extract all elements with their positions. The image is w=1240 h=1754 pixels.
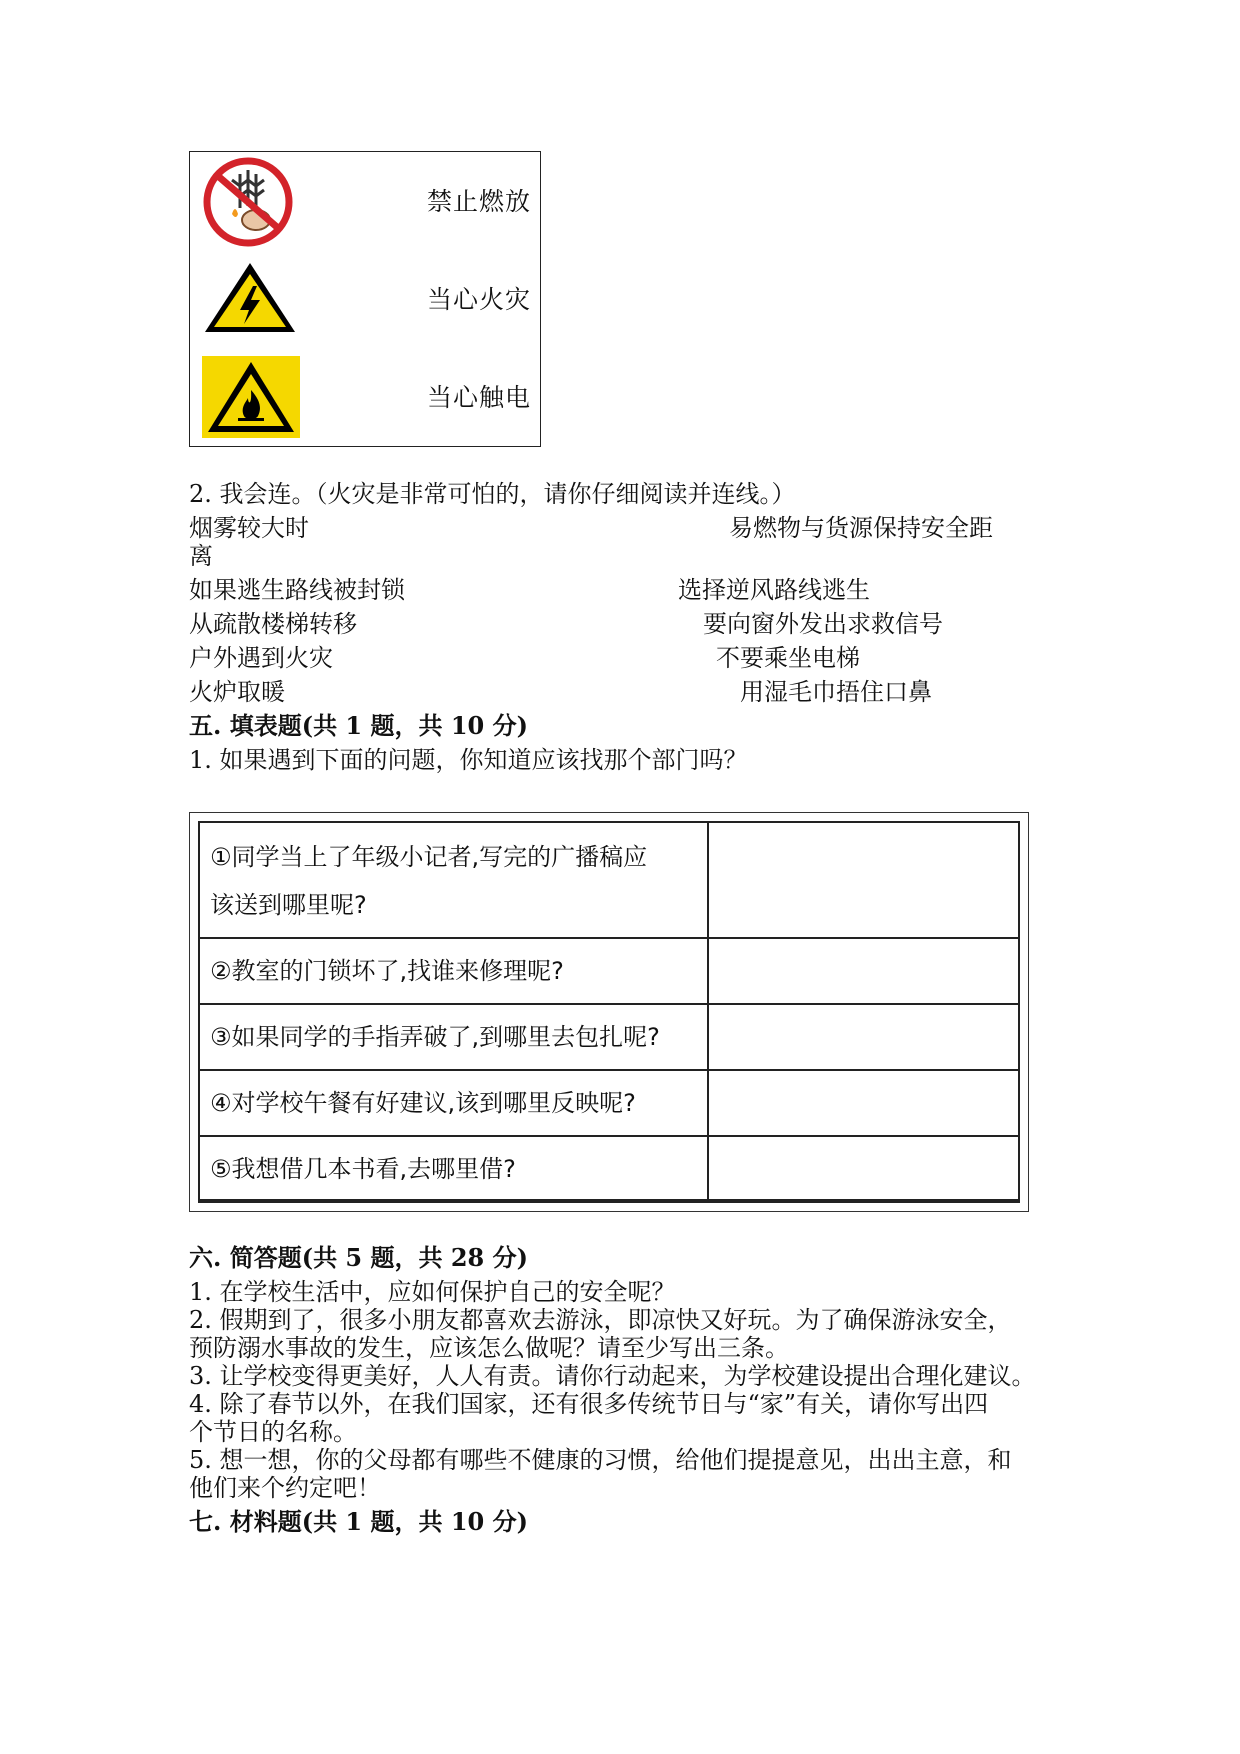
no-fireworks-icon — [202, 156, 294, 248]
sign-matching-box — [189, 151, 541, 447]
s6-line-2: 2. 假期到了，很多小朋友都喜欢去游泳，即凉快又好玩。为了确保游泳安全， — [189, 1306, 1012, 1334]
fire-warning-icon — [202, 356, 300, 438]
s6-line-1: 1. 在学校生活中，应如何保护自己的安全呢？ — [189, 1278, 676, 1306]
section-5-heading: 五. 填表题(共 1 题，共 10 分) — [189, 711, 528, 740]
electric-warning-icon — [202, 260, 298, 336]
q2-left-5: 火炉取暖 — [189, 678, 285, 706]
table-row — [200, 939, 1018, 1005]
q2-right-2: 选择逆风路线逃生 — [678, 576, 870, 604]
s6-line-8: 他们来个约定吧！ — [189, 1474, 381, 1502]
table-row — [200, 1005, 1018, 1071]
q2-left-4: 户外遇到火灾 — [189, 644, 333, 672]
row-4-question: ④对学校午餐有好建议,该到哪里反映呢? — [210, 1089, 636, 1117]
sign-label-1: 禁止燃放 — [427, 187, 532, 216]
q2-right-3: 要向窗外发出求救信号 — [703, 610, 943, 638]
row-1-question: ①同学当上了年级小记者,写完的广播稿应 该送到哪里呢? — [210, 843, 648, 919]
column-divider — [707, 823, 709, 1201]
q2-right-1-wrap: 离 — [189, 542, 213, 570]
section-5-question: 1. 如果遇到下面的问题，你知道应该找那个部门吗？ — [189, 746, 748, 774]
q2-left-1: 烟雾较大时 — [189, 514, 309, 542]
table-row — [200, 823, 1018, 939]
table-row — [200, 1137, 1018, 1201]
table-row — [200, 1071, 1018, 1137]
row-3-question: ③如果同学的手指弄破了,到哪里去包扎呢? — [210, 1023, 660, 1051]
q2-left-3: 从疏散楼梯转移 — [189, 610, 357, 638]
section-6-heading: 六. 简答题(共 5 题，共 28 分) — [189, 1243, 528, 1272]
q2-left-2: 如果逃生路线被封锁 — [189, 576, 405, 604]
s6-line-5: 4. 除了春节以外，在我们国家，还有很多传统节日与“家”有关，请你写出四 — [189, 1390, 989, 1418]
sign-label-3: 当心触电 — [427, 383, 532, 412]
s6-line-4: 3. 让学校变得更美好，人人有责。请你行动起来，为学校建设提出合理化建议。 — [189, 1362, 1036, 1390]
question-2-title: 2. 我会连。（火灾是非常可怕的，请你仔细阅读并连线。） — [189, 480, 796, 508]
q2-right-5: 用湿毛巾捂住口鼻 — [740, 678, 932, 706]
section-7-heading: 七. 材料题(共 1 题，共 10 分) — [189, 1507, 528, 1536]
department-table — [189, 812, 1029, 1212]
row-5-question: ⑤我想借几本书看,去哪里借? — [210, 1155, 516, 1183]
s6-line-6: 个节日的名称。 — [189, 1418, 357, 1446]
sign-label-2: 当心火灾 — [427, 285, 532, 314]
s6-line-7: 5. 想一想，你的父母都有哪些不健康的习惯，给他们提提意见，出出主意，和 — [189, 1446, 1012, 1474]
s6-line-3: 预防溺水事故的发生，应该怎么做呢？请至少写出三条。 — [189, 1334, 789, 1362]
q2-right-1: 易燃物与货源保持安全距 — [729, 514, 993, 542]
q2-right-4: 不要乘坐电梯 — [716, 644, 860, 672]
row-2-question: ②教室的门锁坏了,找谁来修理呢? — [210, 957, 564, 985]
